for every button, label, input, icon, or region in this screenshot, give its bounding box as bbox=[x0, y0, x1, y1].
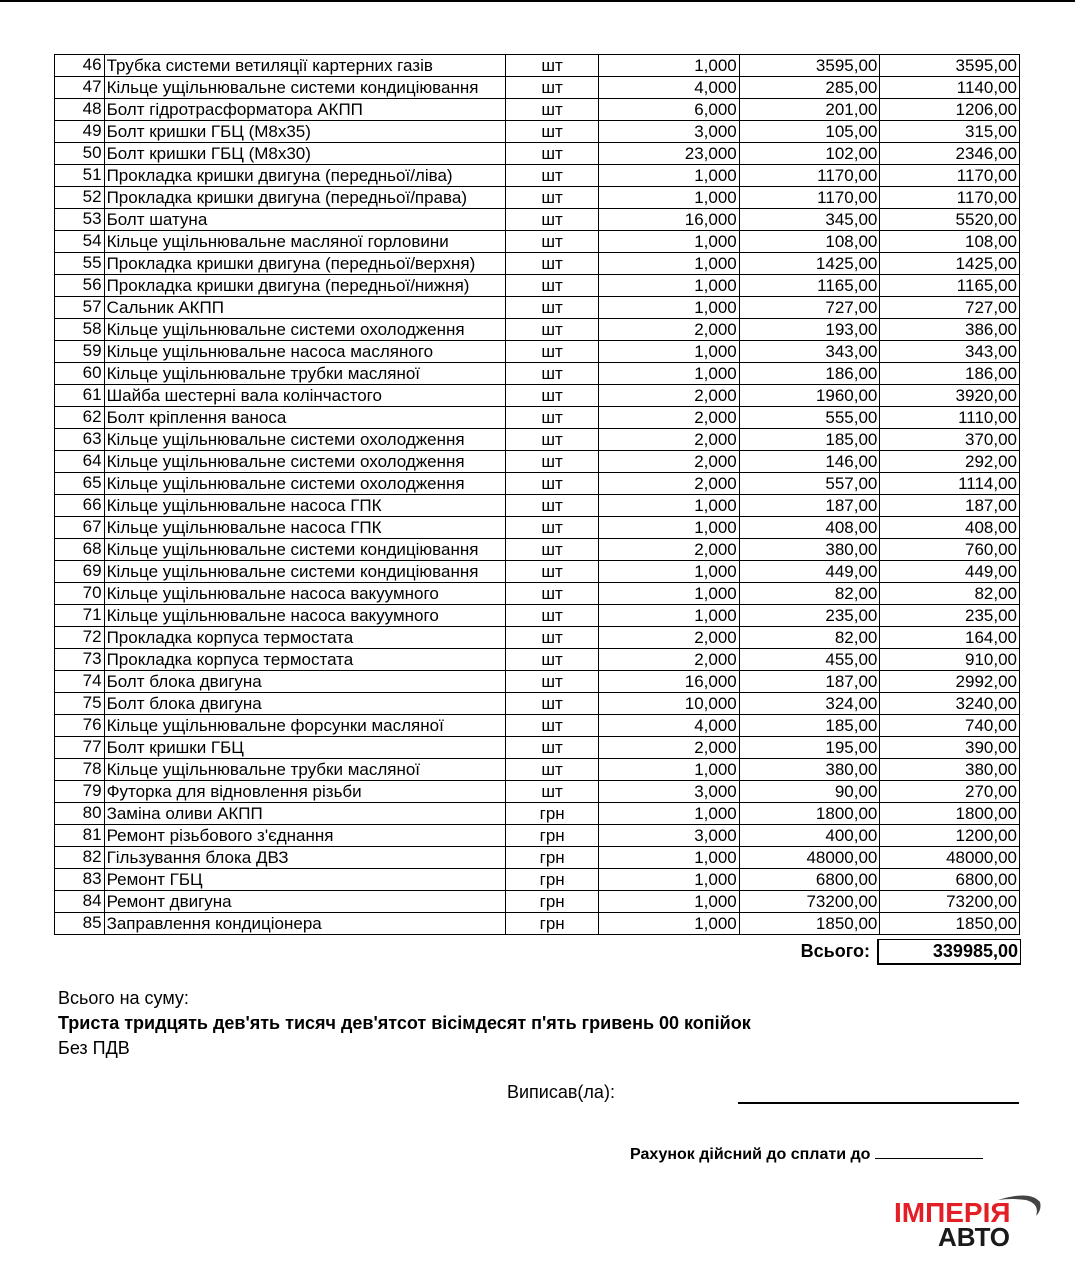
item-sum: 1165,00 bbox=[880, 275, 1020, 297]
item-unit: шт bbox=[506, 759, 599, 781]
item-name: Кільце ущільнювальне системи охолодження bbox=[104, 451, 506, 473]
item-quantity: 3,000 bbox=[599, 825, 740, 847]
top-border-line bbox=[0, 0, 1075, 2]
item-unit: шт bbox=[506, 165, 599, 187]
item-price: 73200,00 bbox=[739, 891, 880, 913]
row-number: 76 bbox=[55, 715, 105, 737]
table-row bbox=[55, 671, 1020, 693]
table-row bbox=[55, 583, 1020, 605]
row-number: 85 bbox=[55, 913, 105, 935]
item-sum: 1200,00 bbox=[880, 825, 1020, 847]
table-row bbox=[55, 187, 1020, 209]
item-name: Прокладка кришки двигуна (передньої/верхня) bbox=[104, 253, 506, 275]
item-quantity: 1,000 bbox=[599, 803, 740, 825]
item-price: 1165,00 bbox=[739, 275, 880, 297]
table-row bbox=[55, 143, 1020, 165]
valid-until-label: Рахунок дійсний до сплати до bbox=[630, 1146, 871, 1163]
item-sum: 164,00 bbox=[880, 627, 1020, 649]
item-sum: 5520,00 bbox=[880, 209, 1020, 231]
row-number: 65 bbox=[55, 473, 105, 495]
item-price: 1960,00 bbox=[739, 385, 880, 407]
item-quantity: 1,000 bbox=[599, 297, 740, 319]
item-name: Кільце ущільнювальне масляної горловини bbox=[104, 231, 506, 253]
item-name: Болт кришки ГБЦ (М8х35) bbox=[104, 121, 506, 143]
item-sum: 1800,00 bbox=[880, 803, 1020, 825]
item-name: Кільце ущільнювальне форсунки масляної bbox=[104, 715, 506, 737]
row-number: 69 bbox=[55, 561, 105, 583]
item-sum: 1170,00 bbox=[880, 165, 1020, 187]
item-quantity: 1,000 bbox=[599, 165, 740, 187]
item-quantity: 4,000 bbox=[599, 715, 740, 737]
table-row bbox=[55, 693, 1020, 715]
item-unit: шт bbox=[506, 605, 599, 627]
item-price: 102,00 bbox=[739, 143, 880, 165]
total-row bbox=[0, 939, 1075, 965]
item-unit: шт bbox=[506, 77, 599, 99]
row-number: 54 bbox=[55, 231, 105, 253]
item-name: Болт кріплення ваноса bbox=[104, 407, 506, 429]
item-price: 1425,00 bbox=[739, 253, 880, 275]
item-name: Заміна оливи АКПП bbox=[104, 803, 506, 825]
item-price: 6800,00 bbox=[739, 869, 880, 891]
item-unit: шт bbox=[506, 99, 599, 121]
table-row bbox=[55, 55, 1020, 77]
row-number: 77 bbox=[55, 737, 105, 759]
item-sum: 6800,00 bbox=[880, 869, 1020, 891]
item-price: 187,00 bbox=[739, 495, 880, 517]
item-unit: шт bbox=[506, 253, 599, 275]
item-price: 48000,00 bbox=[739, 847, 880, 869]
row-number: 48 bbox=[55, 99, 105, 121]
row-number: 83 bbox=[55, 869, 105, 891]
item-unit: шт bbox=[506, 539, 599, 561]
item-price: 557,00 bbox=[739, 473, 880, 495]
row-number: 50 bbox=[55, 143, 105, 165]
row-number: 55 bbox=[55, 253, 105, 275]
item-quantity: 1,000 bbox=[599, 583, 740, 605]
item-name: Ремонт ГБЦ bbox=[104, 869, 506, 891]
item-sum: 727,00 bbox=[880, 297, 1020, 319]
item-name: Кільце ущільнювальне системи кондиціювання bbox=[104, 77, 506, 99]
table-row bbox=[55, 605, 1020, 627]
item-quantity: 2,000 bbox=[599, 539, 740, 561]
item-name: Прокладка кришки двигуна (передньої/ліва) bbox=[104, 165, 506, 187]
row-number: 52 bbox=[55, 187, 105, 209]
item-name: Болт гідротрасформатора АКПП bbox=[104, 99, 506, 121]
row-number: 60 bbox=[55, 363, 105, 385]
item-price: 727,00 bbox=[739, 297, 880, 319]
item-name: Кільце ущільнювальне системи охолодження bbox=[104, 319, 506, 341]
table-row bbox=[55, 385, 1020, 407]
row-number: 80 bbox=[55, 803, 105, 825]
item-price: 195,00 bbox=[739, 737, 880, 759]
item-sum: 449,00 bbox=[880, 561, 1020, 583]
item-quantity: 10,000 bbox=[599, 693, 740, 715]
table-row bbox=[55, 803, 1020, 825]
item-unit: шт bbox=[506, 583, 599, 605]
item-name: Кільце ущільнювальне системи кондиціювання bbox=[104, 539, 506, 561]
item-sum: 1110,00 bbox=[880, 407, 1020, 429]
item-quantity: 1,000 bbox=[599, 55, 740, 77]
item-unit: шт bbox=[506, 275, 599, 297]
item-name: Гільзування блока ДВЗ bbox=[104, 847, 506, 869]
item-name: Болт кришки ГБЦ (М8х30) bbox=[104, 143, 506, 165]
amount-heading: Всього на суму: bbox=[58, 988, 189, 1008]
item-name: Прокладка кришки двигуна (передньої/нижня) bbox=[104, 275, 506, 297]
item-sum: 390,00 bbox=[880, 737, 1020, 759]
item-price: 380,00 bbox=[739, 539, 880, 561]
row-number: 46 bbox=[55, 55, 105, 77]
item-quantity: 2,000 bbox=[599, 451, 740, 473]
item-sum: 408,00 bbox=[880, 517, 1020, 539]
item-quantity: 2,000 bbox=[599, 473, 740, 495]
item-quantity: 2,000 bbox=[599, 737, 740, 759]
item-sum: 1140,00 bbox=[880, 77, 1020, 99]
item-sum: 370,00 bbox=[880, 429, 1020, 451]
item-sum: 2346,00 bbox=[880, 143, 1020, 165]
item-quantity: 1,000 bbox=[599, 517, 740, 539]
item-name: Ремонт різьбового з'єднання bbox=[104, 825, 506, 847]
item-quantity: 1,000 bbox=[599, 913, 740, 935]
item-name: Прокладка кришки двигуна (передньої/права) bbox=[104, 187, 506, 209]
table-row bbox=[55, 121, 1020, 143]
item-price: 201,00 bbox=[739, 99, 880, 121]
item-unit: шт bbox=[506, 517, 599, 539]
item-price: 1170,00 bbox=[739, 187, 880, 209]
row-number: 66 bbox=[55, 495, 105, 517]
item-unit: шт bbox=[506, 319, 599, 341]
item-sum: 1170,00 bbox=[880, 187, 1020, 209]
row-number: 82 bbox=[55, 847, 105, 869]
item-name: Кільце ущільнювальне насоса масляного bbox=[104, 341, 506, 363]
table-row bbox=[55, 209, 1020, 231]
table-row bbox=[55, 495, 1020, 517]
table-row bbox=[55, 165, 1020, 187]
item-price: 455,00 bbox=[739, 649, 880, 671]
item-unit: шт bbox=[506, 429, 599, 451]
item-quantity: 1,000 bbox=[599, 495, 740, 517]
item-quantity: 1,000 bbox=[599, 847, 740, 869]
item-quantity: 1,000 bbox=[599, 231, 740, 253]
table-row bbox=[55, 253, 1020, 275]
item-price: 1850,00 bbox=[739, 913, 880, 935]
table-row bbox=[55, 891, 1020, 913]
row-number: 68 bbox=[55, 539, 105, 561]
row-number: 53 bbox=[55, 209, 105, 231]
table-row bbox=[55, 451, 1020, 473]
item-quantity: 1,000 bbox=[599, 891, 740, 913]
item-price: 108,00 bbox=[739, 231, 880, 253]
item-quantity: 1,000 bbox=[599, 275, 740, 297]
item-unit: шт bbox=[506, 473, 599, 495]
item-price: 3595,00 bbox=[739, 55, 880, 77]
table-row bbox=[55, 99, 1020, 121]
item-name: Болт блока двигуна bbox=[104, 693, 506, 715]
item-unit: грн bbox=[506, 869, 599, 891]
item-sum: 380,00 bbox=[880, 759, 1020, 781]
item-unit: шт bbox=[506, 627, 599, 649]
item-quantity: 1,000 bbox=[599, 605, 740, 627]
amount-in-words: Триста тридцять дев'ять тисяч дев'ятсот вісімдесят п'ять гривень 00 копійок bbox=[58, 1013, 751, 1033]
table-row bbox=[55, 473, 1020, 495]
item-sum: 386,00 bbox=[880, 319, 1020, 341]
item-price: 400,00 bbox=[739, 825, 880, 847]
item-quantity: 2,000 bbox=[599, 319, 740, 341]
item-name: Прокладка корпуса термостата bbox=[104, 649, 506, 671]
item-sum: 2992,00 bbox=[880, 671, 1020, 693]
item-name: Кільце ущільнювальне насоса ГПК bbox=[104, 517, 506, 539]
logo-text-imperia: ІМПЕРІЯ bbox=[894, 1197, 1011, 1228]
item-quantity: 1,000 bbox=[599, 869, 740, 891]
row-number: 61 bbox=[55, 385, 105, 407]
item-price: 105,00 bbox=[739, 121, 880, 143]
table-row bbox=[55, 517, 1020, 539]
item-price: 90,00 bbox=[739, 781, 880, 803]
row-number: 62 bbox=[55, 407, 105, 429]
item-sum: 186,00 bbox=[880, 363, 1020, 385]
signature-line bbox=[738, 1102, 1019, 1104]
item-unit: шт bbox=[506, 649, 599, 671]
item-price: 185,00 bbox=[739, 715, 880, 737]
row-number: 81 bbox=[55, 825, 105, 847]
row-number: 84 bbox=[55, 891, 105, 913]
item-quantity: 1,000 bbox=[599, 253, 740, 275]
item-sum: 3240,00 bbox=[880, 693, 1020, 715]
item-name: Кільце ущільнювальне насоса вакуумного bbox=[104, 583, 506, 605]
item-unit: грн bbox=[506, 803, 599, 825]
table-row bbox=[55, 341, 1020, 363]
row-number: 70 bbox=[55, 583, 105, 605]
item-sum: 73200,00 bbox=[880, 891, 1020, 913]
item-unit: шт bbox=[506, 341, 599, 363]
item-unit: шт bbox=[506, 209, 599, 231]
item-price: 449,00 bbox=[739, 561, 880, 583]
item-name: Болт кришки ГБЦ bbox=[104, 737, 506, 759]
row-number: 49 bbox=[55, 121, 105, 143]
item-sum: 235,00 bbox=[880, 605, 1020, 627]
item-quantity: 1,000 bbox=[599, 759, 740, 781]
item-name: Кільце ущільнювальне трубки масляної bbox=[104, 759, 506, 781]
valid-until bbox=[630, 1144, 983, 1164]
item-name: Кільце ущільнювальне насоса ГПК bbox=[104, 495, 506, 517]
item-quantity: 3,000 bbox=[599, 121, 740, 143]
item-sum: 315,00 bbox=[880, 121, 1020, 143]
item-price: 380,00 bbox=[739, 759, 880, 781]
row-number: 73 bbox=[55, 649, 105, 671]
item-quantity: 16,000 bbox=[599, 671, 740, 693]
item-price: 345,00 bbox=[739, 209, 880, 231]
item-sum: 3920,00 bbox=[880, 385, 1020, 407]
item-price: 82,00 bbox=[739, 583, 880, 605]
table-row bbox=[55, 759, 1020, 781]
table-row bbox=[55, 539, 1020, 561]
item-quantity: 2,000 bbox=[599, 385, 740, 407]
vat-note: Без ПДВ bbox=[58, 1038, 130, 1058]
item-price: 343,00 bbox=[739, 341, 880, 363]
table-row bbox=[55, 407, 1020, 429]
row-number: 47 bbox=[55, 77, 105, 99]
item-name: Шайба шестерні вала колінчастого bbox=[104, 385, 506, 407]
table-row bbox=[55, 913, 1020, 935]
item-sum: 1206,00 bbox=[880, 99, 1020, 121]
item-price: 408,00 bbox=[739, 517, 880, 539]
item-unit: шт bbox=[506, 187, 599, 209]
item-unit: шт bbox=[506, 561, 599, 583]
item-sum: 108,00 bbox=[880, 231, 1020, 253]
item-price: 185,00 bbox=[739, 429, 880, 451]
item-unit: шт bbox=[506, 495, 599, 517]
table-row bbox=[55, 715, 1020, 737]
table-row bbox=[55, 231, 1020, 253]
item-unit: грн bbox=[506, 913, 599, 935]
item-unit: шт bbox=[506, 121, 599, 143]
item-name: Сальник АКПП bbox=[104, 297, 506, 319]
item-unit: шт bbox=[506, 781, 599, 803]
item-price: 187,00 bbox=[739, 671, 880, 693]
item-sum: 760,00 bbox=[880, 539, 1020, 561]
item-unit: шт bbox=[506, 363, 599, 385]
item-quantity: 16,000 bbox=[599, 209, 740, 231]
item-quantity: 1,000 bbox=[599, 187, 740, 209]
item-unit: шт bbox=[506, 231, 599, 253]
item-price: 285,00 bbox=[739, 77, 880, 99]
item-unit: грн bbox=[506, 847, 599, 869]
item-unit: шт bbox=[506, 143, 599, 165]
table-row bbox=[55, 297, 1020, 319]
item-sum: 82,00 bbox=[880, 583, 1020, 605]
row-number: 78 bbox=[55, 759, 105, 781]
item-unit: шт bbox=[506, 297, 599, 319]
total-label: Всього: bbox=[800, 941, 870, 961]
item-name: Кільце ущільнювальне системи охолодження bbox=[104, 429, 506, 451]
row-number: 67 bbox=[55, 517, 105, 539]
item-name: Футорка для відновлення різьби bbox=[104, 781, 506, 803]
table-row bbox=[55, 649, 1020, 671]
item-sum: 270,00 bbox=[880, 781, 1020, 803]
amount-summary bbox=[58, 986, 751, 1061]
item-sum: 3595,00 bbox=[880, 55, 1020, 77]
logo-text-avto: АВТО bbox=[938, 1222, 1011, 1250]
item-quantity: 3,000 bbox=[599, 781, 740, 803]
item-sum: 187,00 bbox=[880, 495, 1020, 517]
row-number: 79 bbox=[55, 781, 105, 803]
table-row bbox=[55, 77, 1020, 99]
imperia-avto-logo bbox=[890, 1190, 1050, 1250]
item-price: 1800,00 bbox=[739, 803, 880, 825]
row-number: 72 bbox=[55, 627, 105, 649]
item-name: Ремонт двигуна bbox=[104, 891, 506, 913]
item-unit: шт bbox=[506, 671, 599, 693]
table-row bbox=[55, 869, 1020, 891]
item-quantity: 1,000 bbox=[599, 561, 740, 583]
table-row bbox=[55, 319, 1020, 341]
item-name: Кільце ущільнювальне системи охолодження bbox=[104, 473, 506, 495]
item-sum: 1850,00 bbox=[880, 913, 1020, 935]
item-sum: 292,00 bbox=[880, 451, 1020, 473]
item-sum: 48000,00 bbox=[880, 847, 1020, 869]
invoice-items-body bbox=[55, 55, 1020, 935]
table-row bbox=[55, 781, 1020, 803]
table-row bbox=[55, 429, 1020, 451]
item-unit: шт bbox=[506, 451, 599, 473]
item-price: 146,00 bbox=[739, 451, 880, 473]
item-quantity: 2,000 bbox=[599, 627, 740, 649]
item-quantity: 4,000 bbox=[599, 77, 740, 99]
item-unit: шт bbox=[506, 385, 599, 407]
item-quantity: 6,000 bbox=[599, 99, 740, 121]
row-number: 74 bbox=[55, 671, 105, 693]
item-price: 235,00 bbox=[739, 605, 880, 627]
item-unit: шт bbox=[506, 55, 599, 77]
item-quantity: 2,000 bbox=[599, 429, 740, 451]
item-price: 324,00 bbox=[739, 693, 880, 715]
item-price: 186,00 bbox=[739, 363, 880, 385]
item-name: Кільце ущільнювальне насоса вакуумного bbox=[104, 605, 506, 627]
invoice-items-table bbox=[54, 54, 1020, 935]
item-name: Кільце ущільнювальне системи кондиціювання bbox=[104, 561, 506, 583]
item-name: Прокладка корпуса термостата bbox=[104, 627, 506, 649]
row-number: 58 bbox=[55, 319, 105, 341]
item-price: 555,00 bbox=[739, 407, 880, 429]
item-quantity: 2,000 bbox=[599, 649, 740, 671]
item-unit: шт bbox=[506, 715, 599, 737]
item-quantity: 2,000 bbox=[599, 407, 740, 429]
item-unit: шт bbox=[506, 693, 599, 715]
item-sum: 1425,00 bbox=[880, 253, 1020, 275]
table-row bbox=[55, 737, 1020, 759]
table-row bbox=[55, 825, 1020, 847]
row-number: 51 bbox=[55, 165, 105, 187]
valid-until-blank bbox=[875, 1144, 983, 1159]
row-number: 59 bbox=[55, 341, 105, 363]
row-number: 56 bbox=[55, 275, 105, 297]
row-number: 63 bbox=[55, 429, 105, 451]
row-number: 71 bbox=[55, 605, 105, 627]
item-name: Заправлення кондиціонера bbox=[104, 913, 506, 935]
table-row bbox=[55, 561, 1020, 583]
item-price: 82,00 bbox=[739, 627, 880, 649]
item-sum: 740,00 bbox=[880, 715, 1020, 737]
item-price: 193,00 bbox=[739, 319, 880, 341]
item-quantity: 1,000 bbox=[599, 363, 740, 385]
row-number: 75 bbox=[55, 693, 105, 715]
item-sum: 1114,00 bbox=[880, 473, 1020, 495]
table-row bbox=[55, 275, 1020, 297]
item-sum: 910,00 bbox=[880, 649, 1020, 671]
item-quantity: 1,000 bbox=[599, 341, 740, 363]
item-name: Кільце ущільнювальне трубки масляної bbox=[104, 363, 506, 385]
item-unit: грн bbox=[506, 891, 599, 913]
item-unit: грн bbox=[506, 825, 599, 847]
item-unit: шт bbox=[506, 407, 599, 429]
item-name: Трубка системи ветиляції картерних газів bbox=[104, 55, 506, 77]
row-number: 57 bbox=[55, 297, 105, 319]
total-value: 339985,00 bbox=[877, 939, 1021, 965]
table-row bbox=[55, 627, 1020, 649]
item-quantity: 23,000 bbox=[599, 143, 740, 165]
issued-by-label: Виписав(ла): bbox=[507, 1082, 615, 1102]
item-name: Болт шатуна bbox=[104, 209, 506, 231]
table-row bbox=[55, 363, 1020, 385]
table-row bbox=[55, 847, 1020, 869]
item-name: Болт блока двигуна bbox=[104, 671, 506, 693]
row-number: 64 bbox=[55, 451, 105, 473]
item-unit: шт bbox=[506, 737, 599, 759]
item-sum: 343,00 bbox=[880, 341, 1020, 363]
item-price: 1170,00 bbox=[739, 165, 880, 187]
